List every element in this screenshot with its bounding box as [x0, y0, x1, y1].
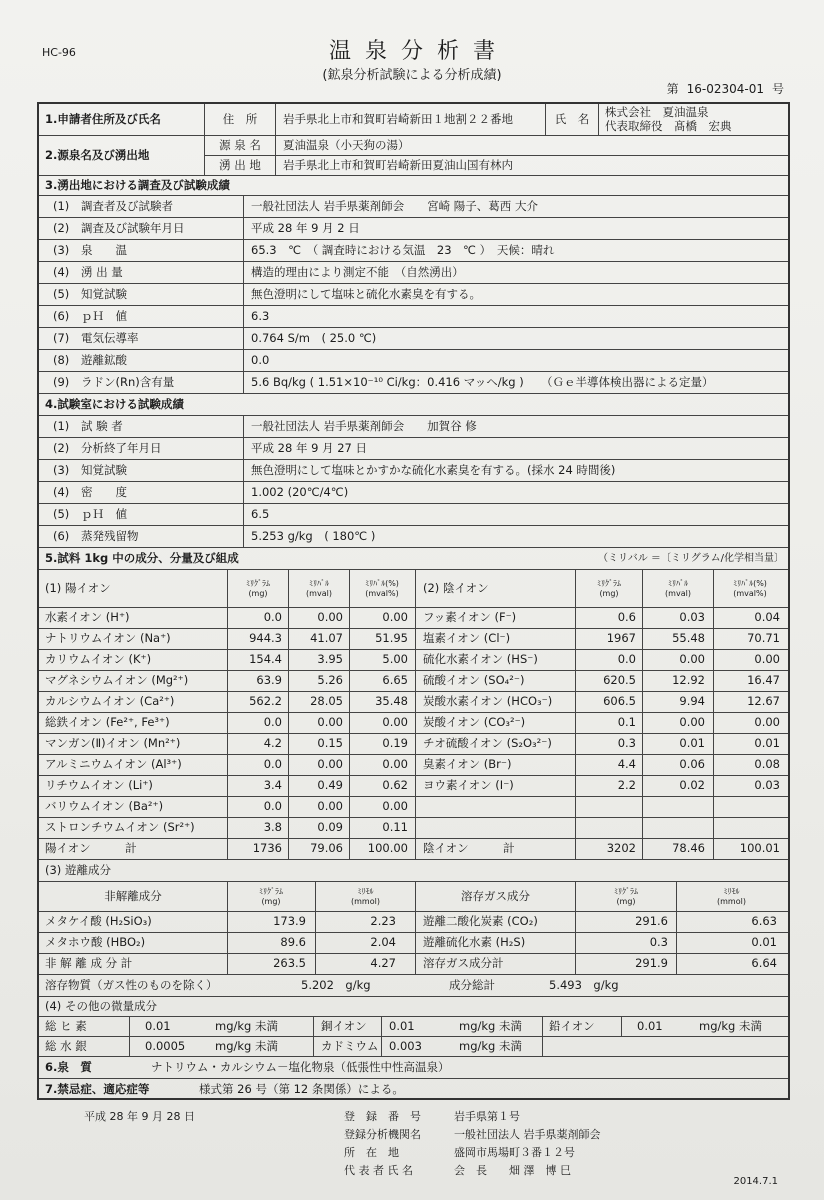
trace-header — [39, 997, 788, 1017]
gas-mg: 291.6 — [635, 914, 668, 929]
gas-mmol-col: ﾐﾘﾓﾙ (mmol) — [717, 887, 746, 906]
ion-row — [39, 608, 788, 629]
anion-pct: 0.00 — [754, 715, 780, 730]
cation-pct: 0.00 — [382, 757, 408, 772]
item-label: 密 度 — [81, 484, 127, 499]
cation-mval: 0.09 — [317, 820, 343, 835]
test-row — [39, 372, 788, 394]
cation-mg: 1736 — [252, 841, 282, 856]
anion-name: フッ素イオン (F⁻) — [423, 610, 517, 625]
trace-row-2 — [39, 1037, 788, 1057]
anion-name: 炭酸イオン (CO₃²⁻) — [423, 715, 526, 730]
test-row — [39, 262, 788, 284]
anion-mval: 0.01 — [679, 736, 705, 751]
trace-name: 鉛イオン — [549, 1018, 595, 1033]
anion-pct: 100.01 — [739, 841, 780, 856]
anion-mg: 0.6 — [617, 610, 636, 625]
lab-test-header — [39, 394, 788, 416]
source-name: 夏油温泉（小天狗の湯） — [283, 137, 410, 152]
anion-name: 硫化水素イオン (HS⁻) — [423, 652, 538, 667]
spring-quality-row — [39, 1057, 788, 1079]
item-label: ｐＨ 値 — [81, 308, 127, 323]
gas-name: 遊離硫化水素 (H₂S) — [423, 935, 526, 950]
item-number: (1) — [53, 198, 70, 213]
anion-pct: 12.67 — [747, 694, 780, 709]
cation-name: マグネシウムイオン (Mg²⁺) — [45, 673, 189, 688]
test-row — [39, 350, 788, 372]
anion-mval: 55.48 — [672, 631, 705, 646]
cation-pct-col: ﾐﾘﾊﾞﾙ(%) (mval%) — [365, 579, 399, 598]
anion-mval: 0.00 — [679, 715, 705, 730]
cation-mval: 0.00 — [317, 799, 343, 814]
anion-mval: 0.06 — [679, 757, 705, 772]
anion-mval-col: ﾐﾘﾊﾞﾙ (mval) — [665, 579, 691, 598]
item-label: 蒸発残留物 — [81, 528, 139, 543]
ion-row — [39, 692, 788, 713]
cation-mg: 154.4 — [249, 652, 282, 667]
cation-name: ナトリウムイオン (Na⁺) — [45, 631, 171, 646]
item-number: (5) — [53, 286, 70, 301]
trace-label: (4) その他の微量成分 — [45, 998, 157, 1013]
undiss-mg-col: ﾐﾘｸﾞﾗﾑ (mg) — [259, 887, 283, 906]
ion-row — [39, 650, 788, 671]
source-name-label: 源 泉 名 — [219, 137, 261, 152]
item-value: 一般社団法人 岩手県薬剤師会 加賀谷 修 — [251, 418, 477, 433]
undiss-mmol: 2.04 — [370, 935, 396, 950]
spring-place: 岩手県北上市和賀町岩崎新田夏油山国有林内 — [283, 158, 513, 173]
anion-name: 塩素イオン (Cl⁻) — [423, 631, 511, 646]
spring-quality-label: 6.泉 質 — [45, 1059, 92, 1074]
anion-pct: 0.08 — [754, 757, 780, 772]
gas-mg: 291.9 — [635, 956, 668, 971]
anion-mg: 606.5 — [603, 694, 636, 709]
gas-header: 溶存ガス成分 — [461, 888, 530, 903]
indications-value: 様式第 26 号（第 12 条関係）による。 — [199, 1081, 404, 1096]
trace-unit: mg/kg 未満 — [215, 1018, 278, 1033]
undiss-mmol: 4.27 — [370, 956, 396, 971]
test-row — [39, 218, 788, 240]
item-number: (5) — [53, 506, 70, 521]
organization-address-line: 所 在 地 盛岡市馬場町３番１２号 — [344, 1146, 575, 1159]
spring-place-label: 湧 出 地 — [219, 158, 261, 173]
cation-pct: 5.00 — [382, 652, 408, 667]
item-label: 知覚試験 — [81, 286, 127, 301]
cation-mval: 0.00 — [317, 610, 343, 625]
grand-total-label: 成分総計 — [449, 977, 495, 992]
item-value: 65.3 ℃ （ 調査時における気温 23 ℃ ） 天候：晴れ — [251, 242, 555, 257]
cation-pct: 0.00 — [382, 715, 408, 730]
cation-mval: 0.00 — [317, 757, 343, 772]
trace-value: 0.0005 — [145, 1038, 186, 1053]
item-label: ラドン(Rn)含有量 — [81, 374, 175, 389]
cation-name: カリウムイオン (K⁺) — [45, 652, 152, 667]
trace-row-1 — [39, 1017, 788, 1037]
cation-pct: 0.00 — [382, 799, 408, 814]
cation-mg: 63.9 — [256, 673, 282, 688]
trace-value: 0.003 — [389, 1038, 422, 1053]
anion-mg: 620.5 — [603, 673, 636, 688]
anion-mg: 0.1 — [617, 715, 636, 730]
trace-unit: mg/kg 未満 — [459, 1038, 522, 1053]
undiss-mg: 263.5 — [273, 956, 306, 971]
cation-header: (1) 陽イオン — [45, 580, 111, 595]
dissolved-total-row — [39, 975, 788, 997]
test-row — [39, 284, 788, 306]
anion-header: (2) 陰イオン — [423, 580, 489, 595]
trace-name: 総 水 銀 — [45, 1038, 87, 1053]
analysis-table — [37, 102, 790, 1100]
document-title: 温泉分析書 — [328, 39, 509, 64]
cation-mval-col: ﾐﾘﾊﾞﾙ (mval) — [306, 579, 332, 598]
field-test-header — [39, 176, 788, 196]
undissociated-header: 非解離成分 — [104, 888, 162, 903]
anion-mg: 2.2 — [617, 778, 636, 793]
item-number: (4) — [53, 264, 70, 279]
item-value: 0.764 S/m ( 25.0 ℃) — [251, 330, 377, 345]
item-label: 調査及び試験年月日 — [81, 220, 185, 235]
item-label: 知覚試験 — [81, 462, 127, 477]
item-number: (4) — [53, 484, 70, 499]
anion-mg-col: ﾐﾘｸﾞﾗﾑ (mg) — [597, 579, 621, 598]
mval-note: （ミリバル ＝〔ミリグラム/化学相当量〕 — [598, 552, 784, 564]
test-row — [39, 196, 788, 218]
gas-mmol: 6.63 — [751, 914, 777, 929]
anion-mg: 0.3 — [617, 736, 636, 751]
free-column-header — [39, 882, 788, 912]
gas-mg-col: ﾐﾘｸﾞﾗﾑ (mg) — [614, 887, 638, 906]
item-number: (3) — [53, 242, 70, 257]
cation-mg: 0.0 — [263, 757, 282, 772]
grand-total-value: 5.493 g/kg — [549, 977, 619, 992]
applicant-address: 岩手県北上市和賀町岩崎新田１地割２２番地 — [283, 111, 513, 126]
anion-mval: 0.03 — [679, 610, 705, 625]
item-number: (2) — [53, 220, 70, 235]
registration-number-line: 登 録 番 号 岩手県第１号 — [344, 1110, 520, 1123]
cation-mval: 0.15 — [317, 736, 343, 751]
item-label: 泉 温 — [81, 242, 127, 257]
undiss-mmol-col: ﾐﾘﾓﾙ (mmol) — [351, 887, 380, 906]
applicant-row — [39, 104, 788, 136]
item-number: (1) — [53, 418, 70, 433]
lab-test-section-label: 4.試験室における試験成績 — [45, 396, 184, 411]
cation-mg: 0.0 — [263, 715, 282, 730]
undiss-mmol: 2.23 — [370, 914, 396, 929]
anion-name: チオ硫酸イオン (S₂O₃²⁻) — [423, 736, 552, 751]
cation-pct: 0.62 — [382, 778, 408, 793]
anion-mg: 3202 — [606, 841, 636, 856]
anion-mval: 12.92 — [672, 673, 705, 688]
trace-unit: mg/kg 未満 — [699, 1018, 762, 1033]
anion-pct: 0.04 — [754, 610, 780, 625]
cation-pct: 6.65 — [382, 673, 408, 688]
applicant-name: 株式会社 夏油温泉 代表取締役 髙橋 宏典 — [605, 104, 732, 133]
test-row — [39, 438, 788, 460]
ion-row — [39, 629, 788, 650]
free-components-header — [39, 860, 788, 882]
test-row — [39, 526, 788, 548]
anion-pct: 70.71 — [747, 631, 780, 646]
item-label: 電気伝導率 — [81, 330, 139, 345]
item-value: 1.002 (20℃/4℃) — [251, 484, 349, 499]
cation-mg: 0.0 — [263, 799, 282, 814]
anion-mval: 0.02 — [679, 778, 705, 793]
test-row — [39, 306, 788, 328]
free-components-label: (3) 遊離成分 — [45, 862, 111, 877]
representative-line: 代 表 者 氏 名 会 長 畑 澤 博 巳 — [344, 1164, 571, 1177]
cation-mval: 0.49 — [317, 778, 343, 793]
item-value: 平成 28 年 9 月 27 日 — [251, 440, 368, 455]
item-number: (7) — [53, 330, 70, 345]
cation-mg: 3.8 — [263, 820, 282, 835]
cation-name: 陽イオン 計 — [45, 841, 137, 856]
item-label: 湧 出 量 — [81, 264, 123, 279]
cation-pct: 35.48 — [375, 694, 408, 709]
undiss-name: メタホウ酸 (HBO₂) — [45, 935, 146, 950]
gas-name: 遊離二酸化炭素 (CO₂) — [423, 914, 538, 929]
test-row — [39, 328, 788, 350]
trace-name: カドミウム — [321, 1038, 379, 1053]
trace-value: 0.01 — [637, 1018, 663, 1033]
item-value: 5.6 Bq/kg ( 1.51×10⁻¹⁰ Ci/kg：0.416 マッヘ/kg ) （Ｇｅ半導体検出器による定量） — [251, 374, 714, 389]
ion-column-header — [39, 570, 788, 608]
cation-name: 総鉄イオン (Fe²⁺, Fe³⁺) — [45, 715, 170, 730]
anion-mg: 1967 — [606, 631, 636, 646]
cation-name: バリウムイオン (Ba²⁺) — [45, 799, 164, 814]
item-value: 一般社団法人 岩手県薬剤師会 宮崎 陽子、葛西 大介 — [251, 198, 538, 213]
ion-total-row — [39, 839, 788, 860]
cation-name: マンガン(Ⅱ)イオン (Mn²⁺) — [45, 736, 181, 751]
indications-row — [39, 1079, 788, 1100]
cation-name: アルミニウムイオン (Al³⁺) — [45, 757, 182, 772]
gas-mg: 0.3 — [649, 935, 668, 950]
ion-row — [39, 797, 788, 818]
undiss-name: 非 解 離 成 分 計 — [45, 956, 133, 971]
composition-section-label: 5.試料 1kg 中の成分、分量及び組成 — [45, 550, 239, 565]
cation-pct: 0.00 — [382, 610, 408, 625]
free-component-row — [39, 912, 788, 933]
trace-name: 総 ヒ 素 — [45, 1018, 87, 1033]
anion-pct-col: ﾐﾘﾊﾞﾙ(%) (mval%) — [733, 579, 767, 598]
cation-name: 水素イオン (H⁺) — [45, 610, 130, 625]
document-number: 第 16-02304-01 号 — [666, 82, 784, 96]
trace-value: 0.01 — [389, 1018, 415, 1033]
source-section-label: 2.源泉名及び湧出地 — [45, 147, 150, 162]
trace-unit: mg/kg 未満 — [459, 1018, 522, 1033]
dissolved-label: 溶存物質（ガス性のものを除く） — [45, 977, 218, 992]
anion-pct: 16.47 — [747, 673, 780, 688]
field-test-section-label: 3.湧出地における調査及び試験成績 — [45, 177, 230, 192]
composition-header — [39, 548, 788, 570]
anion-pct: 0.03 — [754, 778, 780, 793]
item-value: 6.5 — [251, 506, 270, 521]
cation-mval: 41.07 — [310, 631, 343, 646]
gas-mmol: 6.64 — [751, 956, 777, 971]
item-label: 分析終了年月日 — [81, 440, 162, 455]
free-component-row — [39, 933, 788, 954]
trace-unit: mg/kg 未満 — [215, 1038, 278, 1053]
item-number: (2) — [53, 440, 70, 455]
source-row — [39, 136, 788, 176]
ion-row — [39, 713, 788, 734]
anion-name: 陰イオン 計 — [423, 841, 515, 856]
cation-mval: 79.06 — [310, 841, 343, 856]
anion-mg: 4.4 — [617, 757, 636, 772]
undiss-name: メタケイ酸 (H₂SiO₃) — [45, 914, 152, 929]
cation-mval: 0.00 — [317, 715, 343, 730]
cation-name: ストロンチウムイオン (Sr²⁺) — [45, 820, 195, 835]
anion-name: 臭素イオン (Br⁻) — [423, 757, 512, 772]
item-number: (3) — [53, 462, 70, 477]
address-label: 住 所 — [222, 111, 258, 126]
item-value: 5.253 g/kg ( 180℃ ) — [251, 528, 376, 543]
item-value: 0.0 — [251, 352, 270, 367]
test-row — [39, 460, 788, 482]
undiss-mg: 89.6 — [280, 935, 306, 950]
cation-pct: 100.00 — [367, 841, 408, 856]
trace-name: 銅イオン — [321, 1018, 367, 1033]
cation-mval: 28.05 — [310, 694, 343, 709]
ion-row — [39, 776, 788, 797]
free-component-row — [39, 954, 788, 975]
cation-name: カルシウムイオン (Ca²⁺) — [45, 694, 175, 709]
item-value: 6.3 — [251, 308, 270, 323]
ion-row — [39, 671, 788, 692]
item-value: 無色澄明にして塩味とかすかな硫化水素臭を有する。(採水 24 時間後) — [251, 462, 616, 477]
item-label: ｐＨ 値 — [81, 506, 127, 521]
spring-quality-value: ナトリウム・カルシウム－塩化物泉（低張性中性高温泉） — [151, 1059, 450, 1074]
item-value: 無色澄明にして塩味と硫化水素臭を有する。 — [251, 286, 481, 301]
test-row — [39, 504, 788, 526]
organization-line: 登録分析機関名 一般社団法人 岩手県薬剤師会 — [344, 1128, 601, 1141]
item-number: (9) — [53, 374, 70, 389]
issue-date: 平成 28 年 9 月 28 日 — [84, 1110, 195, 1123]
dissolved-value: 5.202 g/kg — [301, 977, 371, 992]
name-label: 氏 名 — [554, 111, 590, 126]
anion-name: 硫酸イオン (SO₄²⁻) — [423, 673, 525, 688]
cation-mg: 562.2 — [249, 694, 282, 709]
indications-label: 7.禁忌症、適応症等 — [45, 1081, 150, 1096]
anion-mval: 9.94 — [679, 694, 705, 709]
cation-mg: 3.4 — [263, 778, 282, 793]
cation-name: リチウムイオン (Li⁺) — [45, 778, 153, 793]
test-row — [39, 416, 788, 438]
item-label: 調査者及び試験者 — [81, 198, 173, 213]
cation-mg: 0.0 — [263, 610, 282, 625]
undiss-mg: 173.9 — [273, 914, 306, 929]
form-version: 2014.7.1 — [733, 1176, 778, 1187]
gas-name: 溶存ガス成分計 — [423, 956, 504, 971]
anion-mg: 0.0 — [617, 652, 636, 667]
cation-mval: 5.26 — [317, 673, 343, 688]
anion-pct: 0.01 — [754, 736, 780, 751]
cation-mg-col: ﾐﾘｸﾞﾗﾑ (mg) — [246, 579, 270, 598]
item-number: (8) — [53, 352, 70, 367]
cation-mg: 4.2 — [263, 736, 282, 751]
cation-pct: 0.19 — [382, 736, 408, 751]
gas-mmol: 0.01 — [751, 935, 777, 950]
anion-mval: 0.00 — [679, 652, 705, 667]
item-label: 試 験 者 — [81, 418, 123, 433]
anion-pct: 0.00 — [754, 652, 780, 667]
trace-value: 0.01 — [145, 1018, 171, 1033]
form-code: HC-96 — [42, 46, 76, 59]
applicant-section-label: 1.申請者住所及び氏名 — [45, 111, 161, 126]
cation-mg: 944.3 — [249, 631, 282, 646]
test-row — [39, 482, 788, 504]
ion-row — [39, 734, 788, 755]
item-label: 遊離鉱酸 — [81, 352, 127, 367]
cation-pct: 51.95 — [375, 631, 408, 646]
cation-pct: 0.11 — [382, 820, 408, 835]
item-value: 平成 28 年 9 月 2 日 — [251, 220, 360, 235]
test-row — [39, 240, 788, 262]
cation-mval: 3.95 — [317, 652, 343, 667]
document-subtitle: (鉱泉分析試験による分析成績) — [322, 68, 502, 83]
anion-name: 炭酸水素イオン (HCO₃⁻) — [423, 694, 553, 709]
anion-name: ヨウ素イオン (I⁻) — [423, 778, 514, 793]
item-number: (6) — [53, 528, 70, 543]
item-value: 構造的理由により測定不能 （自然湧出） — [251, 264, 464, 279]
item-number: (6) — [53, 308, 70, 323]
ion-row — [39, 818, 788, 839]
anion-mval: 78.46 — [672, 841, 705, 856]
ion-row — [39, 755, 788, 776]
